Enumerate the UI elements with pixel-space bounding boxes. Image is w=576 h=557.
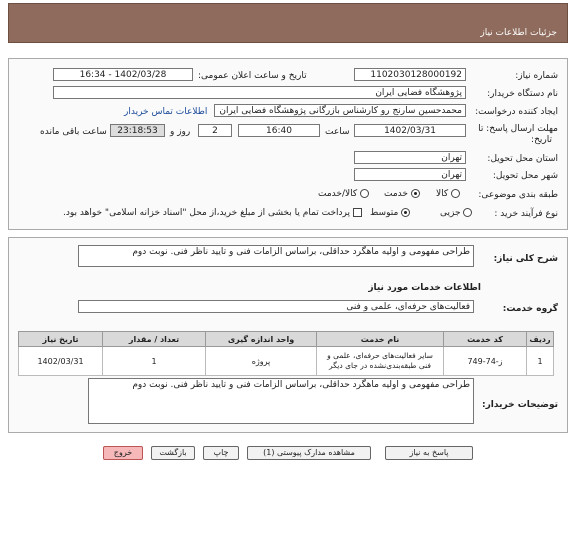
- buyer-notes-label: توضیحات خریدار:: [482, 400, 558, 410]
- province-label: استان محل تحویل:: [487, 154, 558, 164]
- deadline-label: مهلت ارسال پاسخ: تا: [478, 124, 558, 134]
- radio-icon: [463, 208, 472, 217]
- summary-label: شرح کلی نیاز:: [493, 254, 558, 264]
- info-panel: [8, 58, 568, 230]
- services-table: [18, 331, 554, 376]
- deadline-label-date: تاریخ:: [531, 135, 552, 145]
- radio-icon: [360, 189, 369, 198]
- category-option-service[interactable]: خدمت: [384, 189, 420, 199]
- deadline-time-label: ساعت: [325, 127, 350, 137]
- cell-code: ز-74-749: [444, 347, 527, 376]
- radio-selected-icon: [401, 208, 410, 217]
- remaining-time-field: 23:18:53: [110, 124, 165, 137]
- days-field: 2: [198, 124, 232, 137]
- cell-date: 1402/03/31: [19, 347, 103, 376]
- requester-field: محمدحسین سارنج رو کارشناس بازرگانی پژوهشگاه فضایی ایران: [214, 104, 466, 117]
- radio-selected-icon: [411, 189, 420, 198]
- deadline-time-field: 16:40: [238, 124, 320, 137]
- col-date: تاریخ نیاز: [19, 332, 103, 347]
- summary-field: طراحی مفهومی و اولیه ماهگرد حداقلی، براساس الزامات فنی و تایید ناظر فنی. نوبت دوم: [78, 245, 474, 267]
- purchase-option-minor[interactable]: جزیی: [440, 208, 472, 218]
- contact-info-link[interactable]: اطلاعات تماس خریدار: [124, 107, 208, 117]
- days-label: روز و: [170, 127, 191, 137]
- checkbox-icon: [353, 208, 362, 217]
- exit-button[interactable]: خروج: [103, 446, 143, 460]
- col-qty: تعداد / مقدار: [103, 332, 206, 347]
- province-field: تهران: [354, 151, 466, 164]
- table-header-row: [19, 332, 554, 347]
- buyer-org-field: پژوهشگاه فضایی ایران: [53, 86, 466, 99]
- print-button[interactable]: چاپ: [203, 446, 239, 460]
- cell-qty: 1: [103, 347, 206, 376]
- attachments-button[interactable]: مشاهده مدارک پیوستی (1): [247, 446, 371, 460]
- service-group-field: فعالیت‌های حرفه‌ای، علمی و فنی: [78, 300, 474, 313]
- cell-name: سایر فعالیت‌های حرفه‌ای، علمی و فنی طبقه‌بندی‌نشده در جای دیگر: [317, 347, 444, 376]
- purchase-type-label: نوع فرآیند خرید :: [494, 209, 558, 219]
- purchase-option-medium[interactable]: متوسط: [370, 208, 410, 218]
- need-number-field: 1102030128000192: [354, 68, 466, 81]
- category-option-goods-service[interactable]: کالا/خدمت: [318, 189, 369, 199]
- cell-row: 1: [527, 347, 554, 376]
- reply-button[interactable]: پاسخ به نیاز: [385, 446, 473, 460]
- need-number-label: شماره نیاز:: [515, 71, 558, 81]
- col-code: کد خدمت: [444, 332, 527, 347]
- treasury-payment-checkbox[interactable]: پرداخت تمام یا بخشی از مبلغ خرید،از محل "اسناد خزانه اسلامی" خواهد بود.: [63, 208, 362, 218]
- category-label: طبقه بندی موضوعی:: [478, 190, 558, 200]
- table-row: [19, 347, 554, 376]
- deadline-date-field: 1402/03/31: [354, 124, 466, 137]
- announce-label: تاریخ و ساعت اعلان عمومی:: [198, 71, 307, 81]
- buyer-org-label: نام دستگاه خریدار:: [487, 89, 558, 99]
- buyer-notes-field: طراحی مفهومی و اولیه ماهگرد حداقلی، براساس الزامات فنی و تایید ناظر فنی. نوبت دوم: [88, 378, 474, 424]
- service-group-label: گروه خدمت:: [502, 304, 558, 314]
- page-title: جزئیات اطلاعات نیاز: [480, 28, 557, 38]
- announce-field: 1402/03/28 - 16:34: [53, 68, 193, 81]
- city-label: شهر محل تحویل:: [492, 171, 558, 181]
- radio-icon: [451, 189, 460, 198]
- cell-unit: پروژه: [206, 347, 317, 376]
- page-header: [8, 3, 568, 43]
- services-section-title: اطلاعات خدمات مورد نیاز: [368, 283, 481, 293]
- back-button[interactable]: بازگشت: [151, 446, 195, 460]
- col-unit: واحد اندازه گیری: [206, 332, 317, 347]
- category-option-goods[interactable]: کالا: [436, 189, 460, 199]
- requester-label: ایجاد کننده درخواست:: [475, 107, 558, 117]
- col-name: نام خدمت: [317, 332, 444, 347]
- remaining-label: ساعت باقی مانده: [40, 127, 107, 137]
- col-row: ردیف: [527, 332, 554, 347]
- city-field: تهران: [354, 168, 466, 181]
